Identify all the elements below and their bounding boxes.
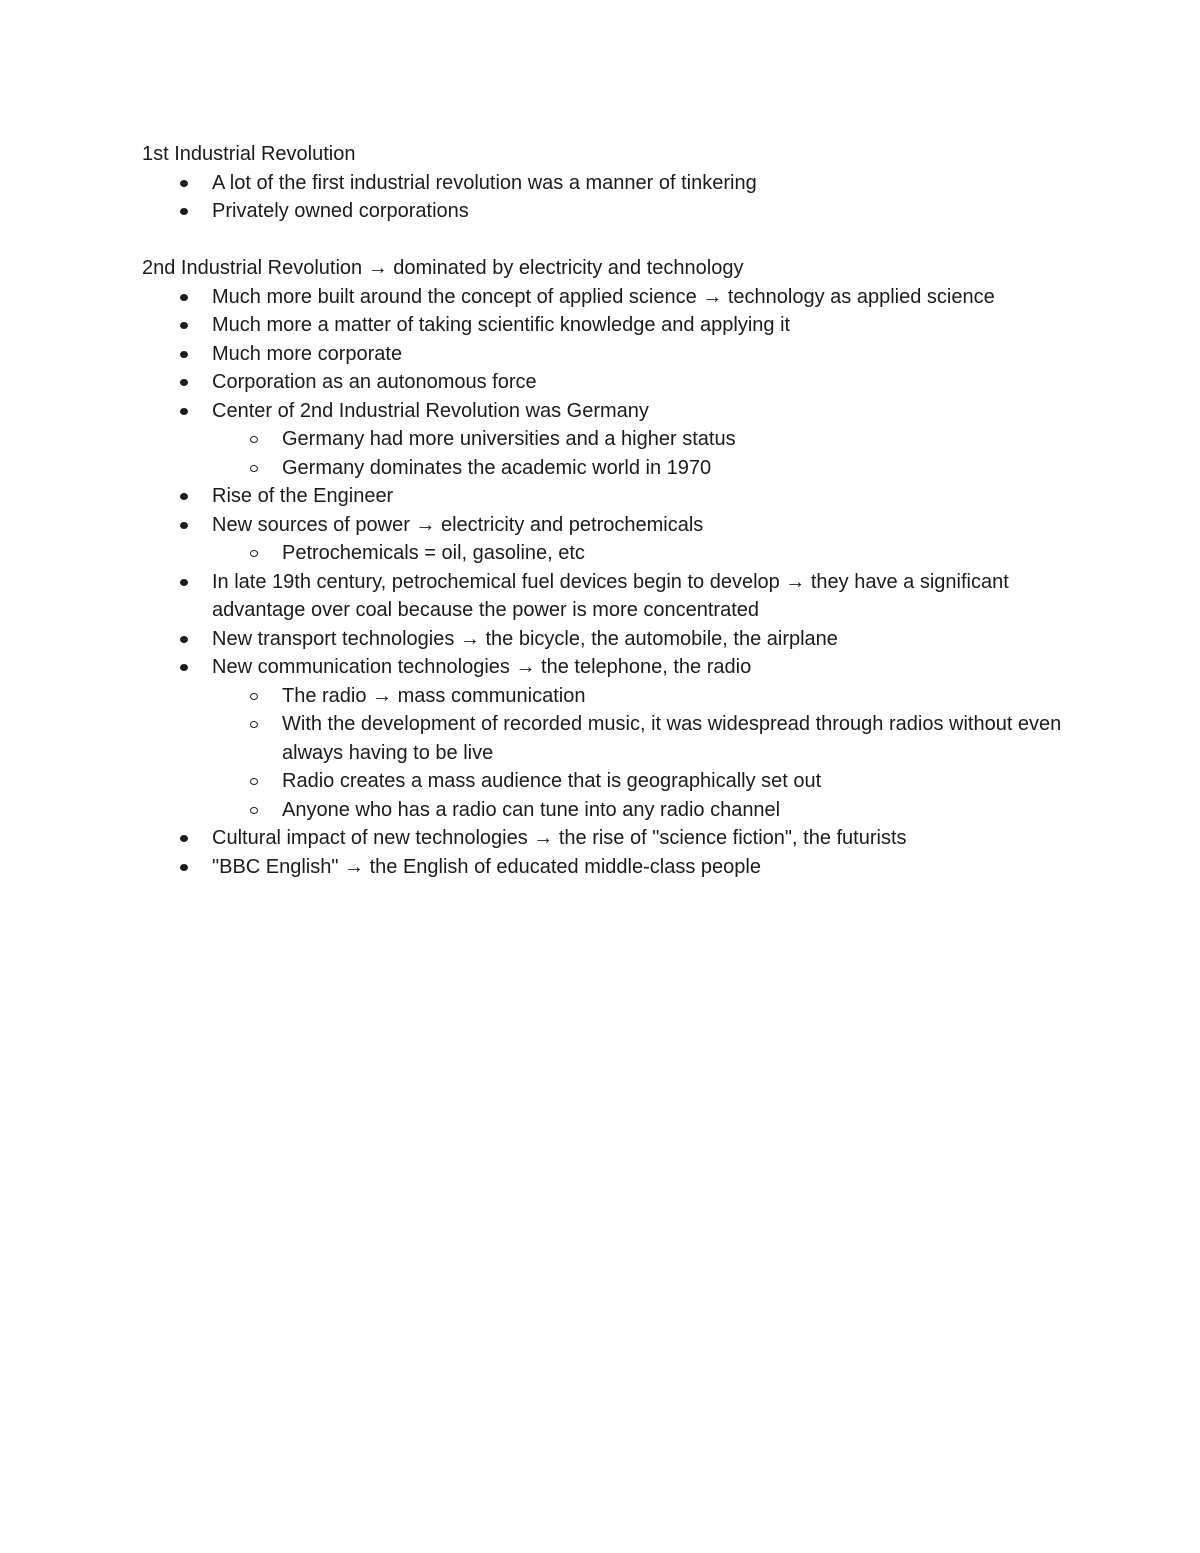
- bullet-disc-icon: [180, 493, 188, 500]
- bullet-disc-icon: [180, 408, 188, 415]
- list-item-text: Privately owned corporations: [212, 200, 469, 222]
- list-item-text: Center of 2nd Industrial Revolution was Germany: [212, 399, 649, 422]
- list-item: [142, 625, 1072, 654]
- bullet-circle-icon: [250, 436, 258, 443]
- sub-list-item-text: The radio → mass communication: [282, 684, 586, 707]
- sub-list-item-text: Radio creates a mass audience that is geographically set out: [282, 770, 822, 792]
- bullet-circle-icon: [250, 550, 258, 557]
- bullet-disc-icon: [180, 379, 188, 386]
- bullet-disc-icon: [180, 322, 188, 329]
- bullet-disc-icon: [180, 664, 188, 671]
- sub-list-item: [212, 539, 1072, 568]
- list-item: [142, 169, 1072, 198]
- list-item-text: "BBC English" → the English of educated middle-class people: [212, 855, 761, 878]
- list-item: [142, 311, 1072, 340]
- sub-list-item: [212, 425, 1072, 454]
- list-item-text: Much more corporate: [212, 342, 403, 365]
- sub-list-item-text: Germany had more universities and a higher status: [282, 428, 736, 450]
- bullet-circle-icon: [250, 807, 258, 814]
- list-item: [142, 368, 1072, 397]
- section-second-industrial-revolution: [142, 254, 1072, 881]
- bullet-disc-icon: [180, 294, 188, 301]
- sub-list-item: [212, 710, 1072, 767]
- list-item-text: Much more a matter of taking scientific knowledge and applying it: [212, 314, 791, 336]
- bullet-list: [142, 283, 1072, 882]
- list-item-text: Rise of the Engineer: [212, 485, 394, 507]
- list-item-text: New communication technologies → the telephone, the radio: [212, 656, 752, 678]
- section-heading: 2nd Industrial Revolution → dominated by electricity and technology: [142, 257, 744, 279]
- list-item: [142, 568, 1072, 625]
- bullet-disc-icon: [180, 579, 188, 586]
- list-item: [142, 482, 1072, 511]
- bullet-circle-icon: [250, 693, 258, 700]
- list-item: [142, 340, 1072, 369]
- list-item-text: In late 19th century, petrochemical fuel devices begin to develop → they have a significant advantage over coal because the power is more concentrated: [212, 570, 1009, 621]
- sub-list-item-text: Anyone who has a radio can tune into any radio channel: [282, 798, 781, 821]
- section-heading: 1st Industrial Revolution: [142, 143, 356, 165]
- list-item-text: Cultural impact of new technologies → the rise of "science fiction", the futurists: [212, 827, 907, 849]
- document-body: [142, 140, 1072, 881]
- list-item: [142, 853, 1072, 882]
- sub-list-item: [212, 767, 1072, 796]
- list-item: [142, 824, 1072, 853]
- sub-bullet-list: [142, 539, 1072, 568]
- sub-list-item: [212, 796, 1072, 825]
- list-item: [142, 197, 1072, 226]
- section-first-industrial-revolution: [142, 140, 1072, 226]
- bullet-disc-icon: [180, 351, 188, 358]
- list-item-text: Much more built around the concept of applied science → technology as applied science: [212, 285, 995, 308]
- bullet-circle-icon: [250, 778, 258, 785]
- bullet-disc-icon: [180, 522, 188, 529]
- bullet-disc-icon: [180, 180, 188, 187]
- sub-bullet-list: [142, 425, 1072, 482]
- list-item-text: New sources of power → electricity and petrochemicals: [212, 513, 704, 536]
- bullet-disc-icon: [180, 636, 188, 643]
- bullet-disc-icon: [180, 208, 188, 215]
- bullet-disc-icon: [180, 864, 188, 871]
- list-item-text: Corporation as an autonomous force: [212, 371, 537, 393]
- sub-bullet-list: [142, 682, 1072, 825]
- sub-list-item: [212, 682, 1072, 711]
- list-item: [142, 653, 1072, 824]
- sub-list-item: [212, 454, 1072, 483]
- list-item-text: A lot of the first industrial revolution was a manner of tinkering: [212, 171, 757, 194]
- bullet-list: [142, 169, 1072, 226]
- bullet-circle-icon: [250, 465, 258, 472]
- list-item: [142, 397, 1072, 483]
- list-item-text: New transport technologies → the bicycle, the automobile, the airplane: [212, 627, 838, 650]
- bullet-disc-icon: [180, 835, 188, 842]
- sub-list-item-text: Germany dominates the academic world in 1970: [282, 456, 712, 479]
- sub-list-item-text: Petrochemicals = oil, gasoline, etc: [282, 542, 585, 564]
- list-item: [142, 511, 1072, 568]
- sub-list-item-text: With the development of recorded music, it was widespread through radios without even always having to be live: [282, 713, 1062, 764]
- list-item: [142, 283, 1072, 312]
- bullet-circle-icon: [250, 721, 258, 728]
